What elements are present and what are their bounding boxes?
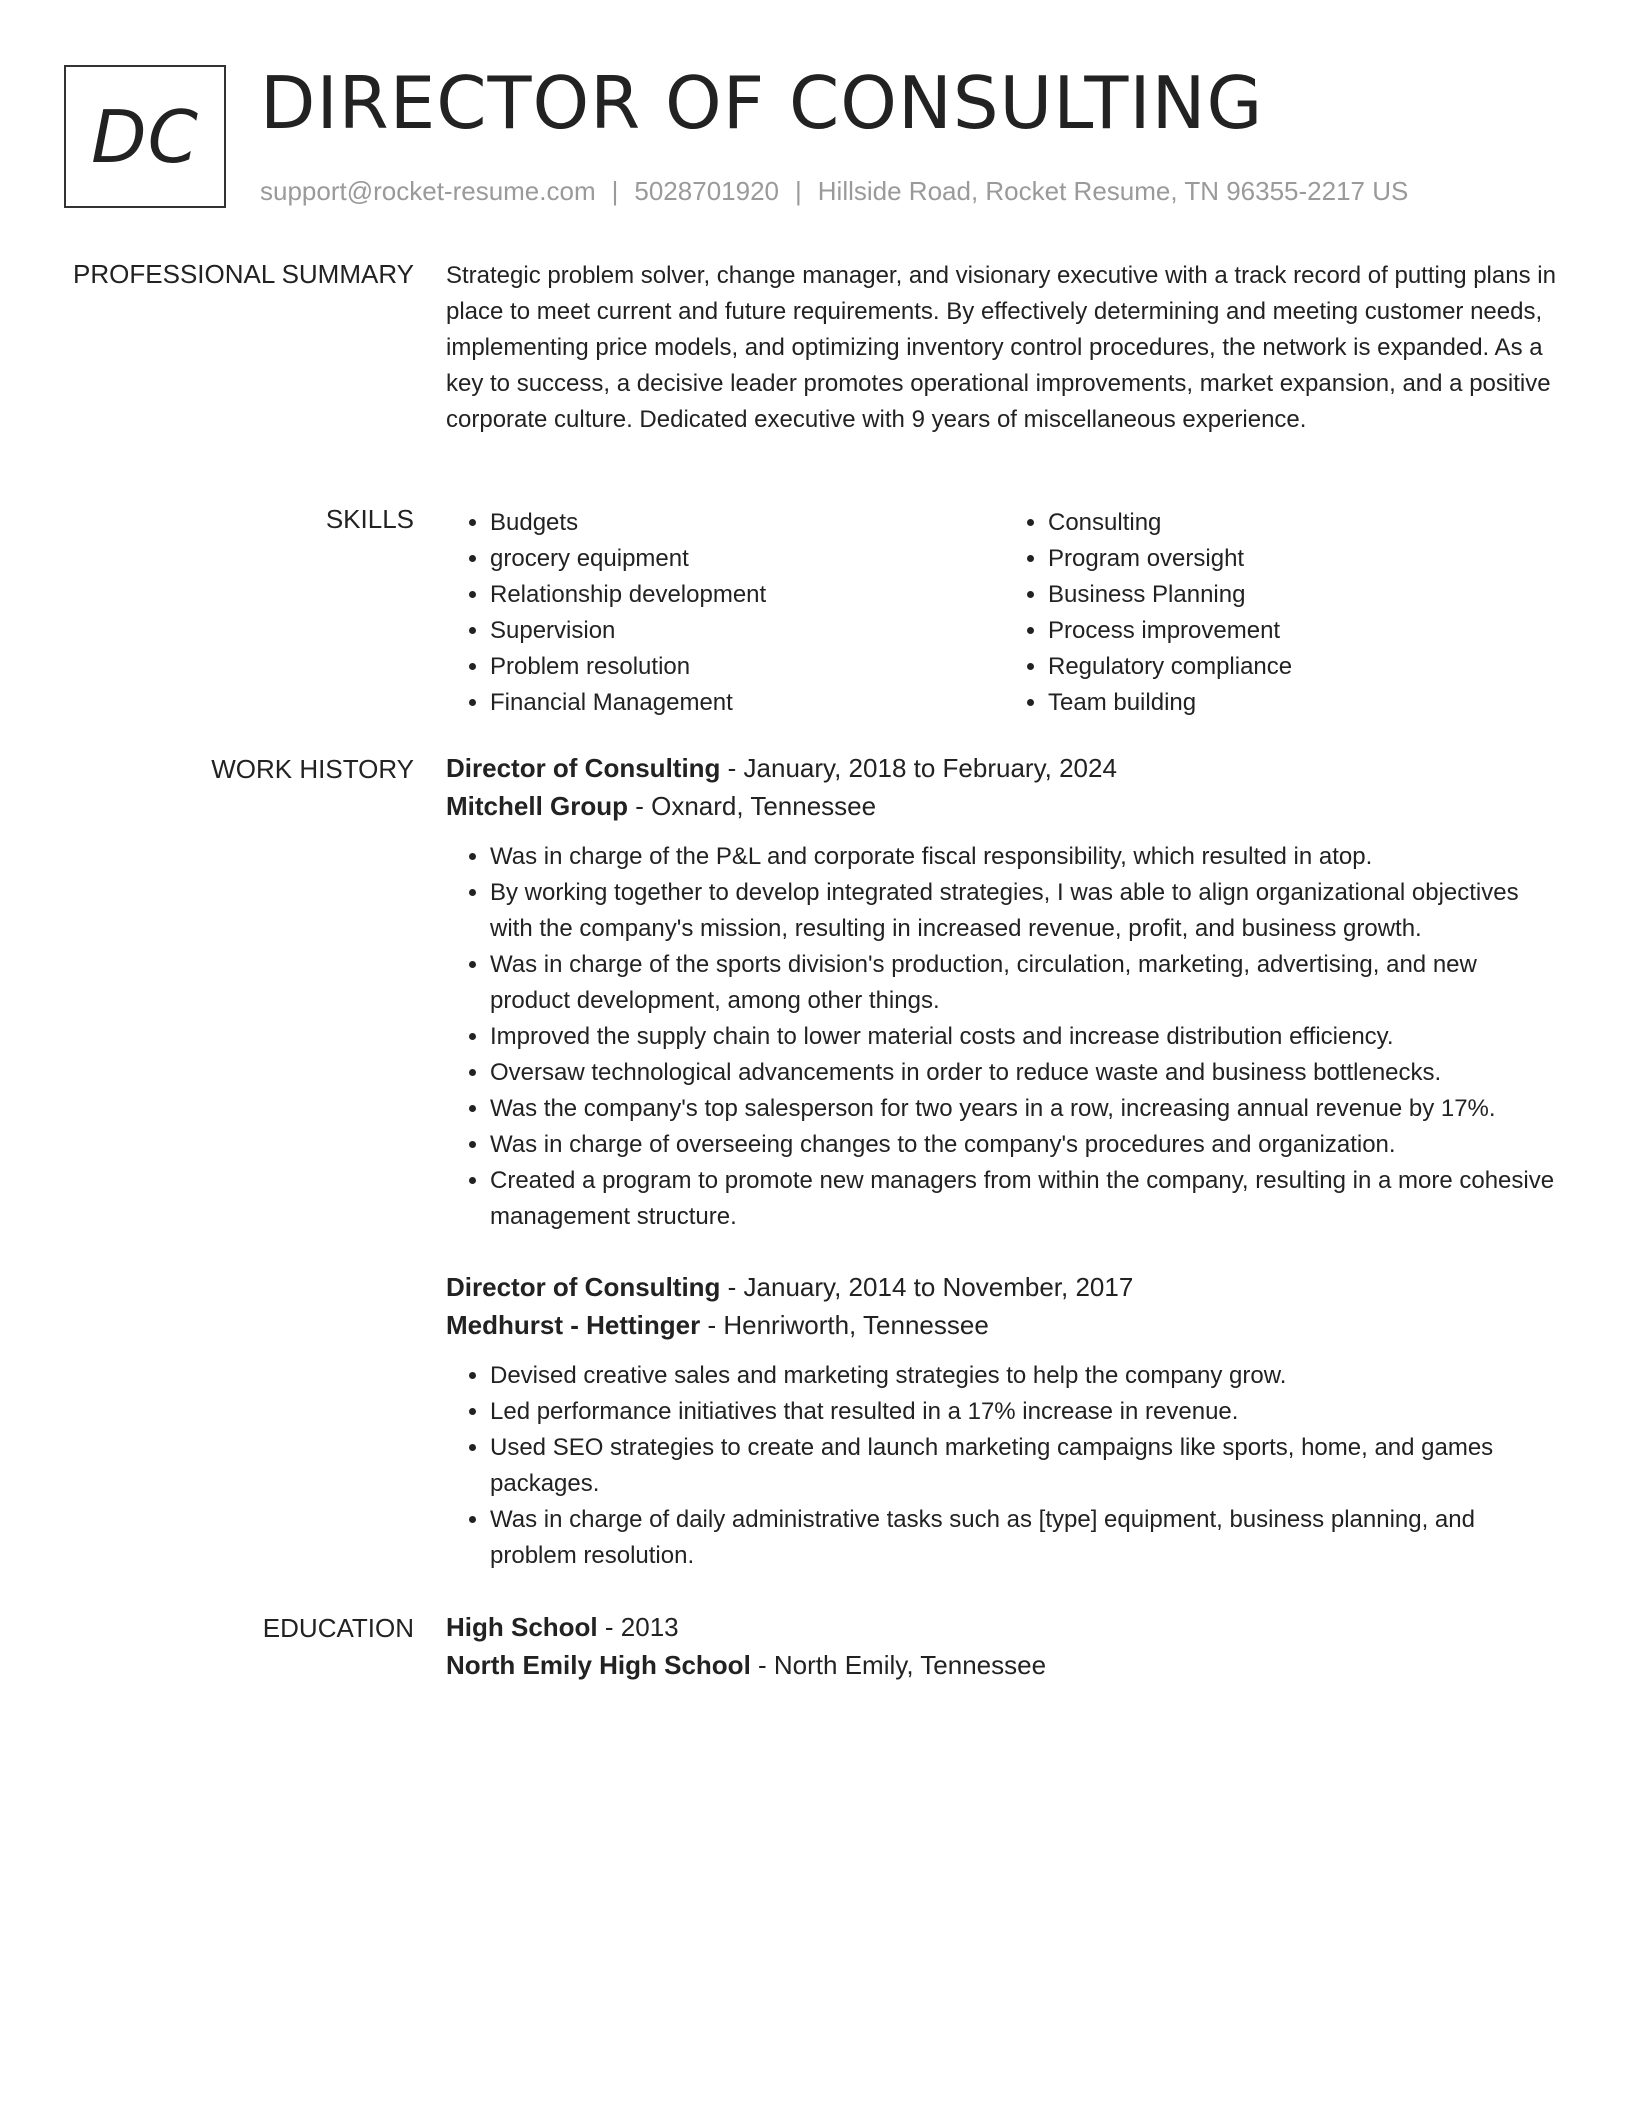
summary-heading: PROFESSIONAL SUMMARY xyxy=(73,259,414,289)
job-title-line xyxy=(446,1268,1562,1306)
graduation-year: - 2013 xyxy=(597,1612,679,1642)
job-entry xyxy=(446,749,1562,1235)
work-history-heading: WORK HISTORY xyxy=(211,754,414,784)
job-entry xyxy=(446,1268,1562,1574)
education-entry xyxy=(446,1608,1562,1684)
skills-heading: SKILLS xyxy=(325,504,414,534)
skill-item: • Consulting xyxy=(1048,505,1562,541)
employer-line xyxy=(446,787,1562,825)
skills-list xyxy=(446,505,1562,721)
job-dates: - January, 2014 to November, 2017 xyxy=(720,1272,1134,1302)
degree: High School xyxy=(446,1612,598,1642)
skill-item: • Regulatory compliance xyxy=(1048,649,1562,685)
job-bullets xyxy=(446,1358,1562,1574)
job-title: Director of Consulting xyxy=(446,1272,721,1302)
employer-location: - Henriworth, Tennessee xyxy=(700,1310,989,1340)
job-title-line xyxy=(446,749,1562,787)
contact-separator: | xyxy=(795,176,802,206)
skill-item: • Relationship development xyxy=(490,577,1004,613)
education-heading: EDUCATION xyxy=(262,1613,414,1643)
skill-item: • Problem resolution xyxy=(490,649,1004,685)
job-bullet: • Created a program to promote new managers from within the company, resulting in a more cohesive management structure. xyxy=(490,1163,1562,1235)
job-bullet: • Led performance initiatives that resulted in a 17% increase in revenue. xyxy=(490,1394,1562,1430)
job-bullet: • Was in charge of overseeing changes to the company's procedures and organization. xyxy=(490,1127,1562,1163)
job-bullet: • Was in charge of the sports division's production, circulation, marketing, advertising, and new product development, among other things. xyxy=(490,947,1562,1019)
school-name: North Emily High School xyxy=(446,1650,751,1680)
contact-address: Hillside Road, Rocket Resume, TN 96355-2217 US xyxy=(817,176,1409,206)
contact-line xyxy=(260,174,1408,208)
monogram-box xyxy=(64,65,226,208)
degree-line xyxy=(446,1608,1562,1646)
contact-separator: | xyxy=(611,176,619,206)
skill-item: • grocery equipment xyxy=(490,541,1004,577)
job-bullets xyxy=(446,839,1562,1235)
skill-item: • Business Planning xyxy=(1048,577,1562,613)
skill-item: • Program oversight xyxy=(1048,541,1562,577)
job-bullet: • Was in charge of the P&L and corporate fiscal responsibility, which resulted in atop. xyxy=(490,839,1562,875)
school-location: - North Emily, Tennessee xyxy=(750,1650,1047,1680)
skill-item: • Supervision xyxy=(490,613,1004,649)
skills-column-right xyxy=(1004,505,1562,721)
summary-text: Strategic problem solver, change manager, and visionary executive with a track record of putting plans in place to meet current and future requirements. By effectively determining and meeting customer needs, implementing price models, and optimizing inventory control procedures, the network is expanded. As a key to success, a decisive leader promotes operational improvements, market expansion, and a positive corporate culture. Dedicated executive with 9 years of miscellaneous experience. xyxy=(446,262,1556,433)
job-bullet: • Improved the supply chain to lower material costs and increase distribution efficiency. xyxy=(490,1019,1562,1055)
skill-item: • Financial Management xyxy=(490,685,1004,721)
job-bullet: • Was the company's top salesperson for two years in a row, increasing annual revenue by 17%. xyxy=(490,1091,1562,1127)
school-line xyxy=(446,1646,1562,1684)
employer-line xyxy=(446,1306,1562,1344)
skill-item: • Budgets xyxy=(490,505,1004,541)
job-dates: - January, 2018 to February, 2024 xyxy=(720,753,1117,783)
skills-column-left xyxy=(446,505,1004,721)
resume-name: DIRECTOR OF CONSULTING xyxy=(260,61,1264,145)
employer-name: Mitchell Group xyxy=(446,791,628,821)
employer-location: - Oxnard, Tennessee xyxy=(628,791,877,821)
job-bullet: • Oversaw technological advancements in order to reduce waste and business bottlenecks. xyxy=(490,1055,1562,1091)
contact-phone: 5028701920 xyxy=(634,176,779,206)
job-bullet: • By working together to develop integrated strategies, I was able to align organizational objectives with the company's mission, resulting in increased revenue, profit, and business growth. xyxy=(490,875,1562,947)
contact-email: support@rocket-resume.com xyxy=(260,176,596,206)
job-bullet: • Was in charge of daily administrative tasks such as [type] equipment, business planning, and problem resolution. xyxy=(490,1502,1562,1574)
job-bullet: • Used SEO strategies to create and launch marketing campaigns like sports, home, and games packages. xyxy=(490,1430,1562,1502)
skill-item: • Process improvement xyxy=(1048,613,1562,649)
monogram-initials: DC xyxy=(91,94,199,179)
skill-item: • Team building xyxy=(1048,685,1562,721)
job-title: Director of Consulting xyxy=(446,753,721,783)
job-bullet: • Devised creative sales and marketing strategies to help the company grow. xyxy=(490,1358,1562,1394)
employer-name: Medhurst - Hettinger xyxy=(446,1310,701,1340)
